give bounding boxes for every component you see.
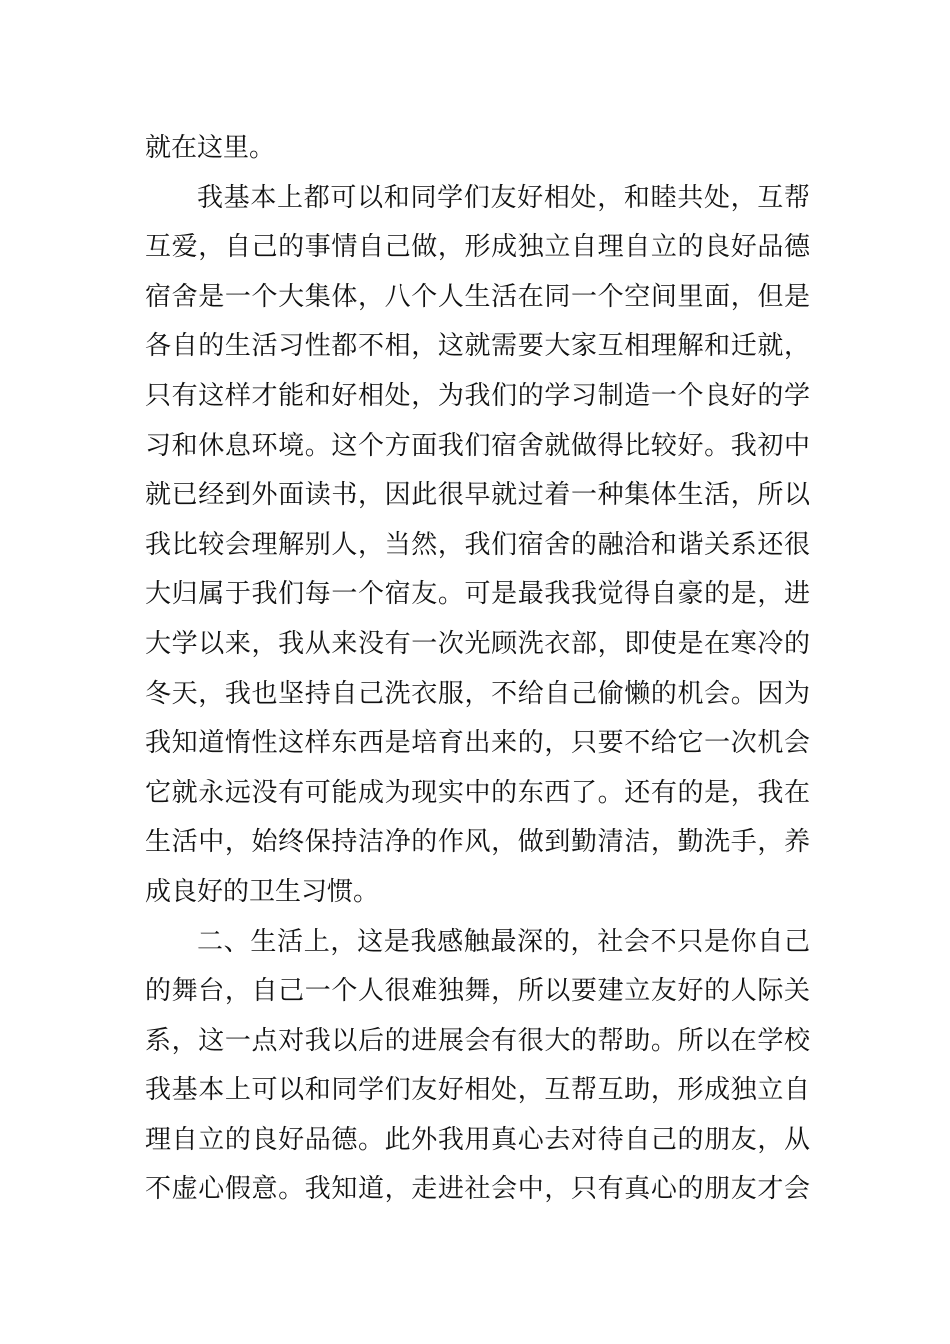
text-line: 不虚心假意。我知道，走进社会中，只有真心的朋友才会 <box>145 1174 810 1205</box>
text-line: 我基本上可以和同学们友好相处，互帮互助，形成独立自 <box>145 1075 810 1106</box>
text-line: 只有这样才能和好相处，为我们的学习制造一个良好的学 <box>145 380 810 411</box>
text-line: 它就永远没有可能成为现实中的东西了。还有的是，我在 <box>145 777 810 808</box>
body-text <box>145 124 810 1215</box>
text-line: 互爱，自己的事情自己做，形成独立自理自立的良好品德 <box>145 232 810 263</box>
text-line: 我比较会理解别人，当然，我们宿舍的融洽和谐关系还很 <box>145 529 810 560</box>
text-line: 宿舍是一个大集体，八个人生活在同一个空间里面，但是 <box>145 281 810 312</box>
text-line: 大学以来，我从来没有一次光顾洗衣部，即使是在寒冷的 <box>145 628 810 659</box>
text-line: 二、生活上，这是我感触最深的，社会不只是你自己 <box>197 926 810 957</box>
text-line: 就已经到外面读书，因此很早就过着一种集体生活，所以 <box>145 480 810 511</box>
text-line: 大归属于我们每一个宿友。可是最我我觉得自豪的是，进 <box>145 579 810 610</box>
text-line: 冬天，我也坚持自己洗衣服，不给自己偷懒的机会。因为 <box>145 678 810 709</box>
text-line: 我基本上都可以和同学们友好相处，和睦共处，互帮 <box>197 182 810 213</box>
text-line: 就在这里。 <box>145 133 276 163</box>
text-line: 习和休息环境。这个方面我们宿舍就做得比较好。我初中 <box>145 430 810 461</box>
text-line: 的舞台，自己一个人很难独舞，所以要建立友好的人际关 <box>145 976 810 1007</box>
text-line: 成良好的卫生习惯。 <box>145 876 380 907</box>
text-line: 生活中，始终保持洁净的作风，做到勤清洁，勤洗手，养 <box>145 827 810 858</box>
text-line: 系，这一点对我以后的进展会有很大的帮助。所以在学校 <box>145 1025 810 1056</box>
text-line: 理自立的良好品德。此外我用真心去对待自己的朋友，从 <box>145 1124 810 1155</box>
text-line: 我知道惰性这样东西是培育出来的，只要不给它一次机会 <box>145 728 810 759</box>
text-line: 各自的生活习性都不相，这就需要大家互相理解和迁就， <box>145 331 810 362</box>
